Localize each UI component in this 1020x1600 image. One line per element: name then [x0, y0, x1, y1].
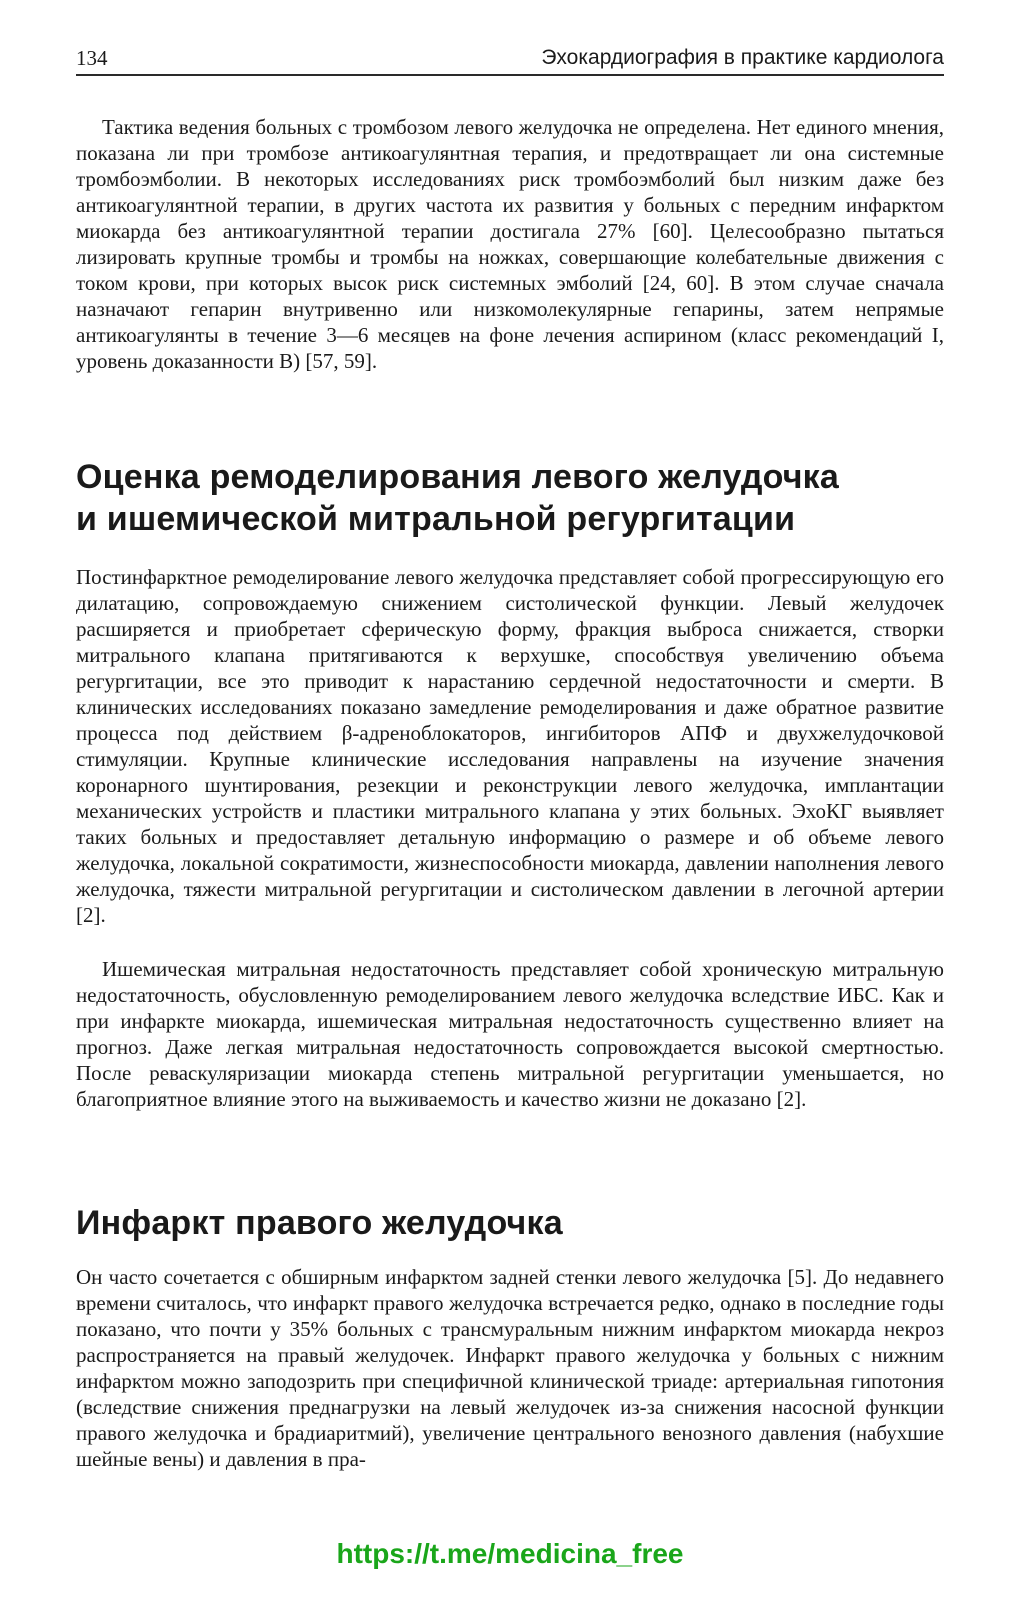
- running-title: Эхокардиография в практике кардиолога: [541, 46, 944, 69]
- paragraph-rv-infarction: Он часто сочетается с обширным инфарктом задней стенки левого желудочка [5]. До недавнего времени считалось, что инфаркт правого желудочка встречается редко, однако в последние годы показано, что почти у 35% больных с трансмуральным нижним инфарктом миокарда некроз распространяется на правый желудочек. Инфаркт правого желудочка у больных с нижним инфарктом можно заподозрить при специфичной клинической триаде: артериальная гипотония (вследствие снижения преднагрузки на левый желудочек из-за снижения насосной функции правого желудочка и брадиаритмий), увеличение центрального венозного давления (набухшие шейные вены) и давления в пра-: [76, 1265, 944, 1471]
- paragraph-thrombus-tactics: Тактика ведения больных с тромбозом левого желудочка не определена. Нет единого мнения, показана ли при тромбозе антикоагулянтная терапия, и предотвращает ли она системные тромбоэмболии. В некоторых исследованиях риск тромбоэмболий был низким даже без антикоагулянтной терапии, в других частота их развития у больных с передним инфарктом миокарда без антикоагулянтной терапии достигала 27% [60]. Целесообразно пытаться лизировать крупные тромбы и тромбы на ножках, совершающие колебательные движения с током крови, при которых высок риск системных эмболий [24, 60]. В этом случае сначала назначают гепарин внутривенно или низкомолекулярные гепарины, затем непрямые антикоагулянты в течение 3—6 месяцев на фоне лечения аспирином (класс рекомендаций I, уровень доказанности B) [57, 59].: [76, 115, 944, 373]
- section-heading-rv-infarction: Инфаркт правого желудочка: [76, 1204, 563, 1242]
- paragraph-remodeling: Постинфарктное ремоделирование левого желудочка представляет собой прогрессирующую его дилатацию, сопровождаемую снижением систолической функции. Левый желудочек расширяется и приобретает сферическую форму, фракция выброса снижается, створки митрального клапана притягиваются к верхушке, способствуя увеличению объема регургитации, все это приводит к нарастанию сердечной недостаточности и смерти. В клинических исследованиях показано замедление ремоделирования и даже обратное развитие процесса под действием β-адреноблокаторов, ингибиторов АПФ и двухжелудочковой стимуляции. Крупные клинические исследования направлены на изучение значения коронарного шунтирования, резекции и реконструкции левого желудочка, имплантации механических устройств и пластики митрального клапана у этих больных. ЭхоКГ выявляет таких больных и предоставляет детальную информацию о размере и об объеме левого желудочка, локальной сократимости, жизнеспособности миокарда, давлении наполнения левого желудочка, тяжести митральной регургитации и систолическом давлении в легочной артерии [2].: [76, 565, 944, 927]
- paragraph-ischemic-mitral: Ишемическая митральная недостаточность представляет собой хроническую митральную недостаточность, обусловленную ремоделированием левого желудочка вследствие ИБС. Как и при инфаркте миокарда, ишемическая митральная недостаточность существенно влияет на прогноз. Даже легкая митральная недостаточность сопровождается высокой смертностью. После реваскуляризации миокарда степень митральной регургитации уменьшается, но благоприятное влияние этого на выживаемость и качество жизни не доказано [2].: [76, 957, 944, 1111]
- section-heading-remodeling: [76, 456, 944, 540]
- telegram-link[interactable]: https://t.me/medicina_free: [336, 1538, 684, 1569]
- page-number: 134: [76, 46, 108, 70]
- section-heading-line-2: и ишемической митральной регургитации: [76, 500, 796, 538]
- section-heading-line-1: Оценка ремоделирования левого желудочка: [76, 458, 839, 496]
- page-header: [76, 44, 944, 76]
